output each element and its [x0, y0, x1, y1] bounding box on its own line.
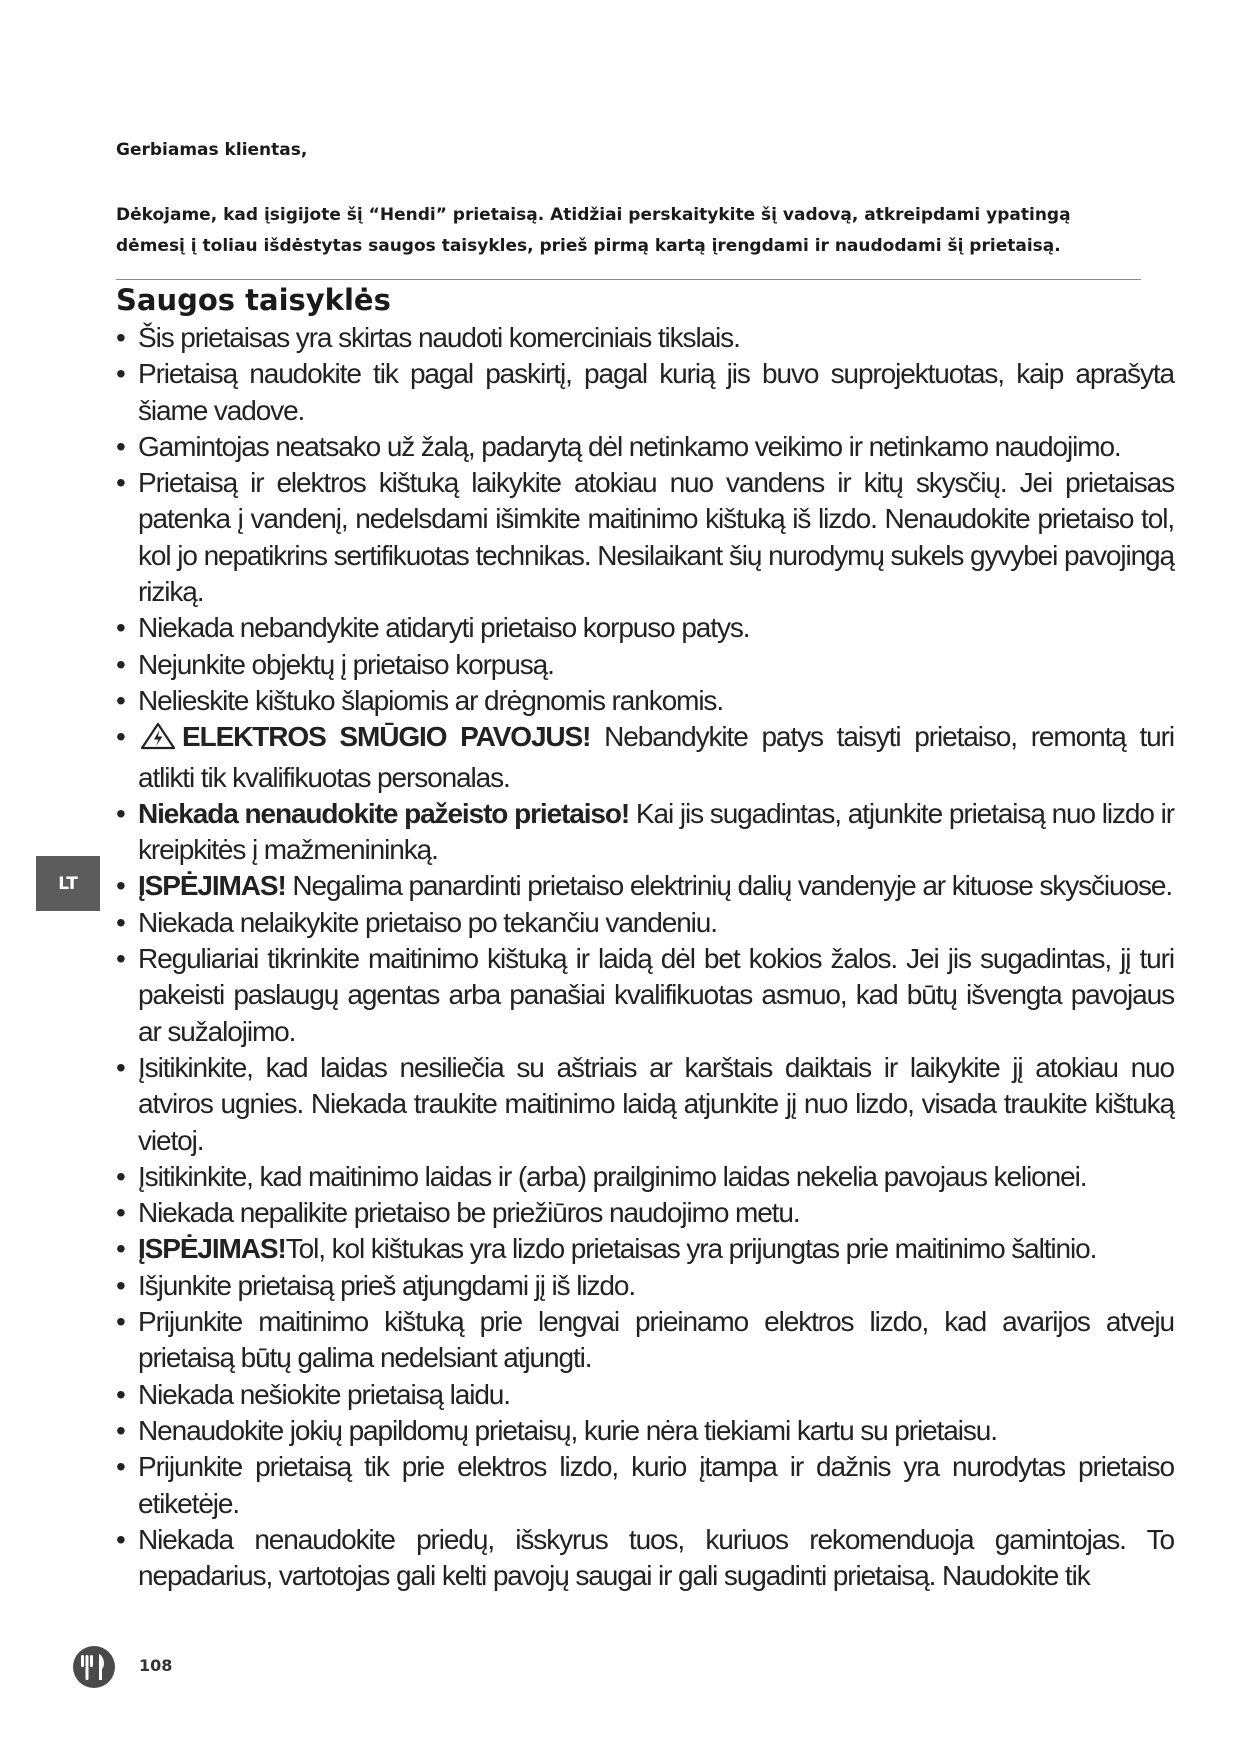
- bullet: •: [116, 906, 125, 938]
- bullet: •: [116, 721, 125, 753]
- bullet: •: [116, 797, 125, 829]
- rule-item: • Niekada nešiokite prietaisą laidu.: [116, 1377, 1174, 1413]
- rule-item: • Šis prietaisas yra skirtas naudoti komerciniais tikslais.: [116, 320, 1174, 356]
- bullet: •: [116, 1414, 125, 1446]
- bullet: •: [116, 1378, 125, 1410]
- bullet: •: [116, 870, 125, 902]
- section-title: Saugos taisyklės: [116, 283, 391, 317]
- rule-item: • Niekada nenaudokite priedų, išskyrus tuos, kuriuos rekomenduoja gamintojas. To nepadarius, vartotojas gali kelti pavojų saugai ir gali sugadinti prietaisą. Naudokite tik: [116, 1523, 1174, 1592]
- rule-item: • Nelieskite kištuko šlapiomis ar drėgnomis rankomis.: [116, 683, 1174, 719]
- rule-item: • Niekada nebandykite atidaryti prietaiso korpuso patys.: [116, 610, 1174, 646]
- rule-item: • Įsitikinkite, kad laidas nesiliečia su aštriais ar karštais daiktais ir laikykite jį atokiau nuo atviros ugnies. Niekada traukite maitinimo laidą atjunkite jį nuo lizdo, visada traukite kištuką vietoj.: [116, 1051, 1174, 1156]
- bullet: •: [116, 1160, 125, 1192]
- intro-paragraph: Dėkojame, kad įsigijote šį “Hendi” prietaisą. Atidžiai perskaitykite šį vadovą, atkreipdami ypatingą dėmesį į toliau išdėstytas saugos taisykles, prieš pirmą kartą įrengdami ir naudodami šį prietaisą.: [116, 205, 1071, 256]
- rule-item: • Prijunkite maitinimo kištuką prie lengvai prieinamo elektros lizdo, kad avarijos atveju prietaisą būtų galima nedelsiant atjungti.: [116, 1306, 1174, 1374]
- rule-item: • Niekada nenaudokite pažeisto prietaiso! Kai jis sugadintas, atjunkite prietaisą nuo lizdo ir kreipkitės į mažmenininką.: [116, 797, 1175, 866]
- bullet: •: [116, 1197, 125, 1229]
- rule-item: • Nenaudokite jokių papildomų prietaisų, kurie nėra tiekiami kartu su prietaisu.: [116, 1413, 1174, 1449]
- rule-item: • ĮSPĖJIMAS! Negalima panardinti prietaiso elektrinių dalių vandenyje ar kituose skysčiuose.: [116, 868, 1174, 904]
- electric-shock-warning-icon: [140, 722, 176, 759]
- bullet: •: [116, 1051, 125, 1083]
- bullet: •: [116, 1233, 125, 1265]
- greeting: Gerbiamas klientas,: [116, 140, 308, 160]
- bullet: •: [116, 943, 125, 975]
- cutlery-logo-icon: [72, 1645, 116, 1689]
- bullet: •: [116, 1451, 125, 1483]
- rule-item: • Reguliariai tikrinkite maitinimo kištuką ir laidą dėl bet kokios žalos. Jei jis sugadintas, jį turi pakeisti paslaugų agentas arba panašiai kvalifikuotas asmuo, kad būtų išvengta pavojaus ar sužalojimo.: [116, 943, 1174, 1047]
- rule-item: • Išjunkite prietaisą prieš atjungdami jį iš lizdo.: [116, 1268, 1174, 1304]
- rule-item: • Įsitikinkite, kad maitinimo laidas ir (arba) prailginimo laidas nekelia pavojaus kelionei.: [116, 1159, 1174, 1195]
- bullet: •: [116, 322, 125, 353]
- section-divider: [116, 279, 1141, 280]
- rule-item: • Nejunkite objektų į prietaiso korpusą.: [116, 647, 1174, 683]
- bullet: •: [116, 430, 125, 462]
- page-number: 108: [139, 1656, 173, 1675]
- bullet: •: [116, 358, 125, 390]
- rule-item: • Niekada nepalikite prietaiso be priežiūros naudojimo metu.: [116, 1195, 1174, 1231]
- language-tab: LT: [36, 856, 100, 911]
- bullet: •: [116, 684, 125, 716]
- rule-item: • Prietaisą ir elektros kištuką laikykite atokiau nuo vandens ir kitų skysčių. Jei prietaisas patenka į vandenį, nedelsdami išimkite maitinimo kištuką iš lizdo. Nenaudokite prietaiso tol, kol jo nepatikrins sertifikuotas technikas. Nesilaikant šių nurodymų sukels gyvybei pavojingą riziką.: [116, 467, 1174, 608]
- safety-rules-list: [116, 320, 1174, 1594]
- rule-item: • Gamintojas neatsako už žalą, padarytą dėl netinkamo veikimo ir netinkamo naudojimo.: [116, 429, 1174, 465]
- rule-item: • Prijunkite prietaisą tik prie elektros lizdo, kurio įtampa ir dažnis yra nurodytas prietaiso etiketėje.: [116, 1451, 1174, 1519]
- rule-item: • Prietaisą naudokite tik pagal paskirtį, pagal kurią jis buvo suprojektuotas, kaip aprašyta šiame vadove.: [116, 358, 1174, 426]
- rule-item: • ĮSPĖJIMAS!Tol, kol kištukas yra lizdo prietaisas yra prijungtas prie maitinimo šaltinio.: [116, 1231, 1174, 1267]
- bullet: •: [116, 1306, 125, 1338]
- bullet: •: [116, 467, 125, 499]
- bullet: •: [116, 1523, 125, 1555]
- bullet: •: [116, 648, 125, 680]
- bullet: •: [116, 1269, 125, 1301]
- bullet: •: [116, 612, 125, 644]
- rule-item: • Niekada nelaikykite prietaiso po tekančiu vandeniu.: [116, 905, 1174, 941]
- rule-item-electric-shock: • ELEKTROS SMŪGIO PAVOJUS! Nebandykite patys taisyti prietaiso, remontą turi atlikti tik kvalifikuotas personalas.: [116, 721, 1174, 793]
